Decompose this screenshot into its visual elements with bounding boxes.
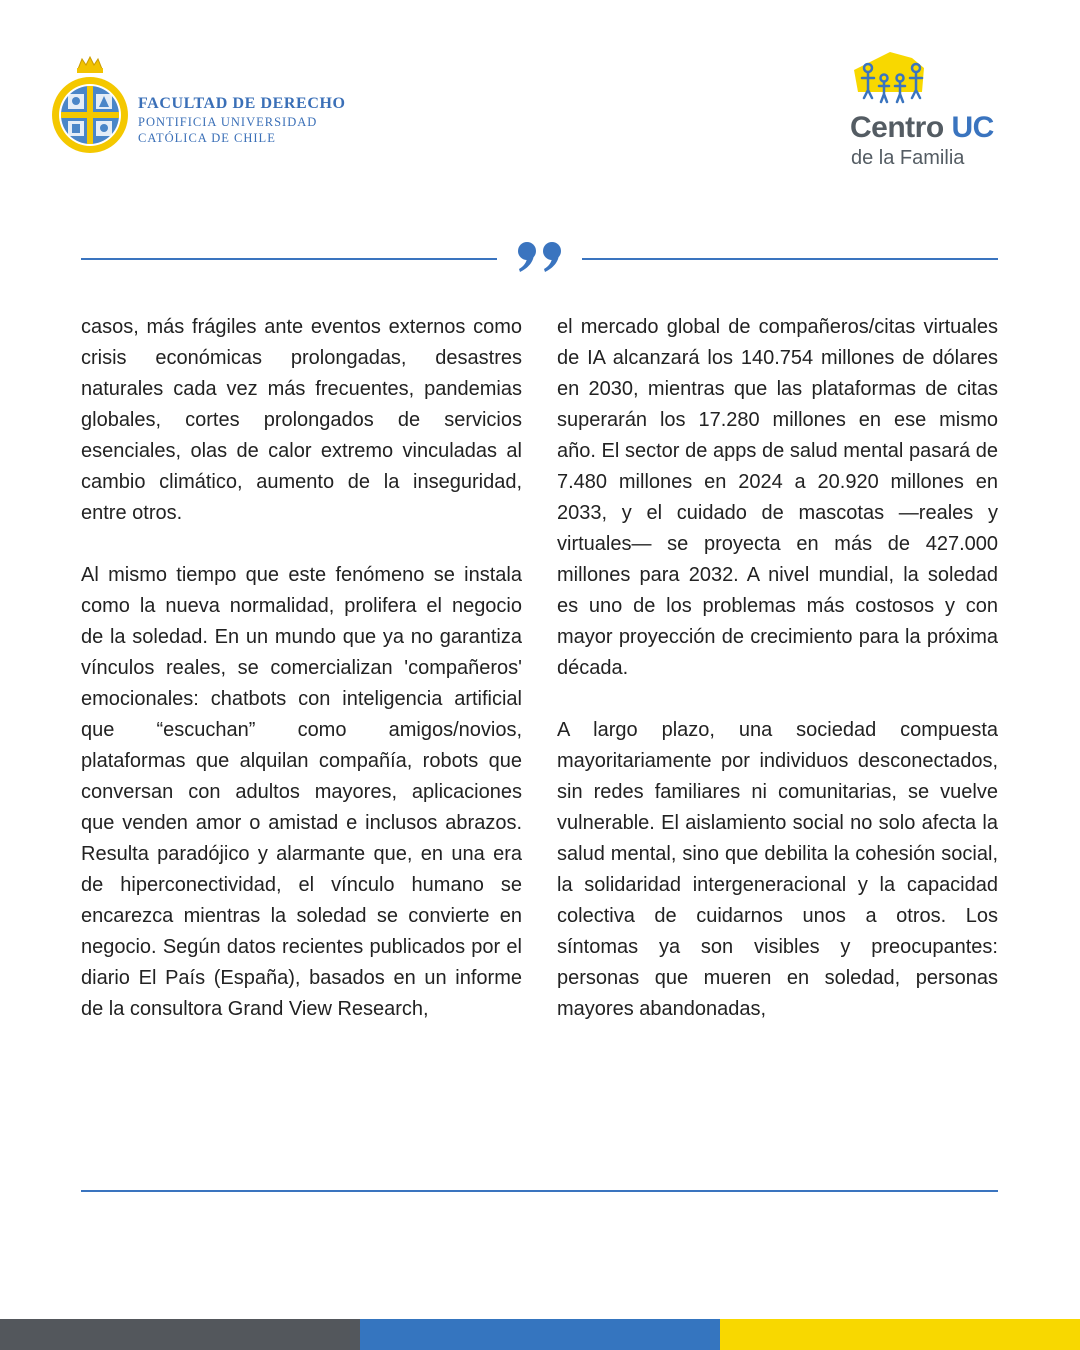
article-left-column (81, 312, 522, 1025)
paragraph: Al mismo tiempo que este fenómeno se instala como la nueva normalidad, prolifera el negocio de la soledad. En un mundo que ya no garantiza vínculos reales, se comercializan 'compañeros' emocionales: chatbots con inteligencia artificial que “escuchan” como amigos/novios, plataformas que alquilan compañía, robots que conversan con adultos mayores, aplicaciones que venden amor o amistad e inclusos abrazos. Resulta paradójico y alarmante que, en una era de hiperconectividad, el vínculo humano se encarezca mientras la soledad se convierte en negocio. Según datos recientes publicados por el diario El País (España), basados en un informe de la consultora Grand View Research, (81, 564, 522, 1020)
bottom-divider (81, 1190, 998, 1192)
article-right-column (557, 312, 998, 1025)
paragraph: casos, más frágiles ante eventos externos como crisis económicas prolongadas, desastres naturales cada vez más frecuentes, pandemias globales, cortes prolongados de servicios esenciales, olas de calor extremo vinculadas al cambio climático, aumento de la inseguridad, entre otros. (81, 316, 522, 524)
footer-bar-gray (0, 1319, 360, 1350)
page-header (0, 0, 1080, 200)
institution-name (138, 94, 346, 146)
top-divider-right (582, 258, 998, 260)
footer-bar-blue (360, 1319, 720, 1350)
center-name-accent: UC (951, 111, 994, 144)
university-seal-icon (50, 55, 130, 160)
paragraph: A largo plazo, una sociedad compuesta mayoritariamente por individuos desconectados, sin redes familiares ni comunitarias, se vuelve vulnerable. El aislamiento social no solo afecta la salud mental, sino que debilita la cohesión social, la solidaridad intergeneracional y la capacidad colectiva de cuidarnos unos a otros. Los síntomas ya son visibles y preocupantes: personas que mueren en soledad, personas mayores abandonadas, (557, 719, 998, 1020)
footer-bar-yellow (720, 1319, 1080, 1350)
center-subtitle: de la Familia (851, 147, 965, 169)
university-name-line1: PONTIFICIA UNIVERSIDAD (138, 115, 318, 129)
footer-color-bar (0, 1319, 1080, 1350)
family-icon (850, 48, 932, 110)
center-name (850, 112, 994, 144)
university-name-line2: CATÓLICA DE CHILE (138, 131, 276, 145)
center-name-main: Centro (850, 111, 944, 144)
paragraph: el mercado global de compañeros/citas virtuales de IA alcanzará los 140.754 millones de dólares en 2030, mientras que las plataformas de citas superarán los 17.280 millones en ese mismo año. El sector de apps de salud mental pasará de 7.480 millones en 2024 a 20.920 millones en 2033, y el cuidado de mascotas —reales y virtuales— se proyecta en más de 427.000 millones para 2032. A nivel mundial, la soledad es uno de los problemas más costosos y con mayor proyección de crecimiento para la próxima década. (557, 316, 998, 679)
faculty-name: FACULTAD DE DERECHO (138, 95, 346, 112)
quote-mark-icon (512, 228, 570, 278)
top-divider-left (81, 258, 497, 260)
